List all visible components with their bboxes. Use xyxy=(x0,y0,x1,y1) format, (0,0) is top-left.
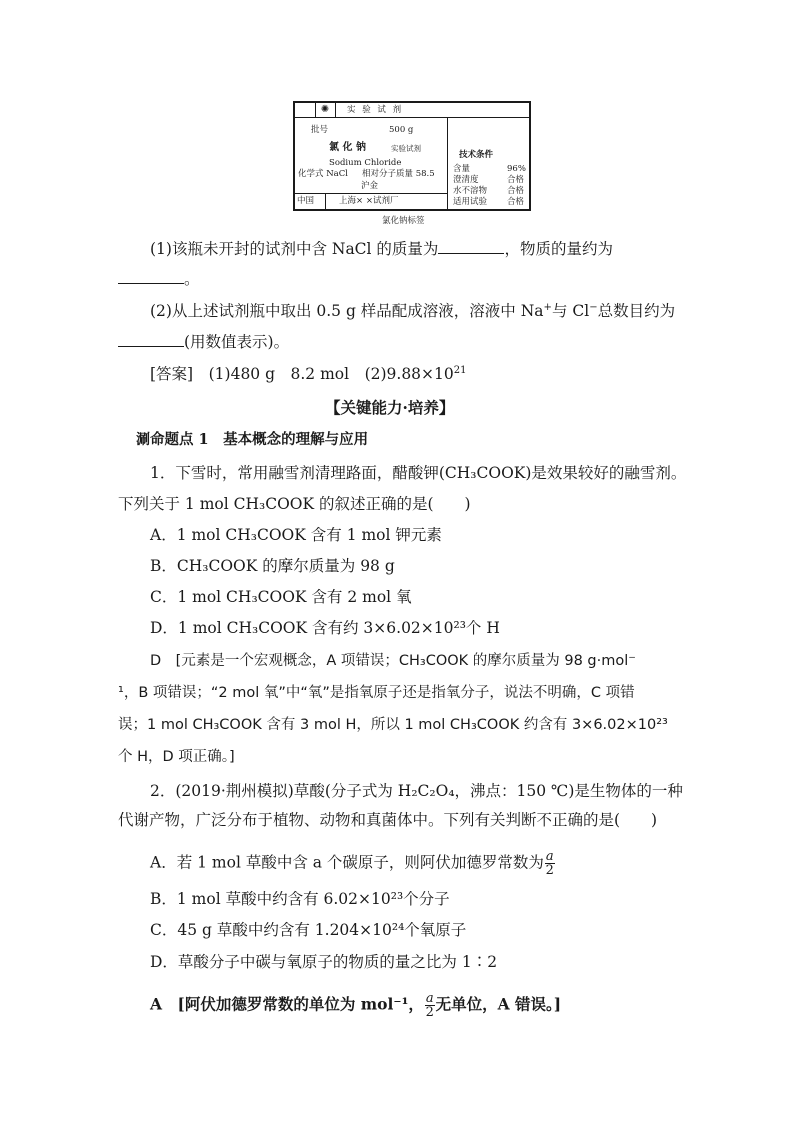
label-header: 实 验 试 剂 xyxy=(347,105,404,115)
answer-label: [答案] xyxy=(150,365,194,383)
q1-blank-amount[interactable] xyxy=(118,268,184,284)
p2-solution-b: 无单位，A 错误。] xyxy=(435,994,562,1014)
tech-row-key: 适用试验 xyxy=(453,197,488,207)
q2-end: (用数值表示)。 xyxy=(184,333,290,351)
p2-option-c: C．45 g 草酸中约含有 1.204×10²⁴个氧原子 xyxy=(150,921,467,939)
label-mw: 相对分子质量 58.5 xyxy=(362,169,435,179)
p1-stem-1: 1．下雪时，常用融雪剂清理路面，醋酸钾(CH₃COOK)是效果较好的融雪剂。 xyxy=(150,464,687,482)
q1-end: 。 xyxy=(184,270,200,288)
p1-solution-3: 误；1 mol CH₃COOK 含有 3 mol H，所以 1 mol CH₃COOK 约含有 3×6.02×10²³ xyxy=(118,717,668,733)
label-formula: 化学式 NaCl xyxy=(298,169,348,179)
topic-text: 命题点 1 基本概念的理解与应用 xyxy=(150,431,369,448)
label-name-cn: 氯 化 钠 xyxy=(329,142,366,153)
fraction-denominator: 2 xyxy=(545,863,554,878)
label-country: 中国 xyxy=(297,196,315,206)
p1-stem-2: 下列关于 1 mol CH₃COOK 的叙述正确的是( ) xyxy=(118,495,471,513)
tech-row-key: 含量 xyxy=(453,164,471,174)
fraction-denominator: 2 xyxy=(425,1005,434,1020)
q1-line-2 xyxy=(118,268,200,289)
q1-text-b: ，物质的量约为 xyxy=(504,240,613,258)
p2-stem-2: 代谢产物，广泛分布于植物、动物和真菌体中。下列有关判断不正确的是( ) xyxy=(118,811,658,829)
tech-row-value: 合格 xyxy=(507,175,525,185)
fraction-a-over-2-solution xyxy=(425,992,435,1019)
fraction-a-over-2 xyxy=(545,850,555,877)
label-corner-cell xyxy=(295,103,316,117)
p1-solution-2: ¹，B 项错误；“2 mol 氧”中“氧”是指氧原子还是指氧分子，说法不明确，C 项错 xyxy=(118,685,635,701)
q2-text-b: 与 Cl xyxy=(551,302,590,320)
reagent-label-image xyxy=(293,101,531,211)
tech-row-value: 合格 xyxy=(507,186,525,196)
answer-line xyxy=(150,364,467,384)
label-name-en: Sodium Chloride xyxy=(329,158,402,168)
tech-row-key: 水不溶物 xyxy=(453,186,488,196)
label-factory: 上海× ×试剂厂 xyxy=(339,196,399,206)
p2-solution xyxy=(150,992,561,1019)
p1-option-c: C．1 mol CH₃COOK 含有 2 mol 氧 xyxy=(150,588,412,606)
label-name-suffix: 实验试剂 xyxy=(391,144,421,153)
label-batch: 批号 xyxy=(311,125,329,135)
label-cell-divider xyxy=(325,193,326,209)
p2-option-a-text: A．若 1 mol 草酸中含 a 个碳原子，则阿伏加德罗常数为 xyxy=(150,853,544,872)
q2-line: (2)从上述试剂瓶中取出 0.5 g 样品配成溶液，溶液中 Na+与 Cl−总数目约为 xyxy=(150,301,676,320)
p2-solution-a: A [阿伏加德罗常数的单位为 mol⁻¹， xyxy=(150,994,424,1014)
p1-solution-4: 个 H，D 项正确。] xyxy=(118,749,235,765)
tech-row-value: 96% xyxy=(507,164,526,174)
q1-text-a: (1)该瓶未开封的试剂中含 NaCl 的质量为 xyxy=(150,240,439,258)
label-brand: 沪金 xyxy=(361,181,379,191)
label-mass: 500 g xyxy=(389,125,414,135)
fraction-numerator: a xyxy=(545,849,554,864)
section-title: 【关键能力·培养】 xyxy=(325,398,455,417)
p2-option-d: D．草酸分子中碳与氧原子的物质的量之比为 1∶2 xyxy=(150,953,498,971)
p1-solution-1: D [元素是一个宏观概念，A 项错误；CH₃COOK 的摩尔质量为 98 g·mol⁻ xyxy=(150,653,636,669)
q2-text-c: 总数目约为 xyxy=(597,302,676,320)
q2-text-a: (2)从上述试剂瓶中取出 0.5 g 样品配成溶液，溶液中 Na xyxy=(150,302,544,320)
p2-stem-1: 2．(2019·荆州模拟)草酸(分子式为 H₂C₂O₄，沸点：150 ℃)是生物体的一种 xyxy=(150,782,683,800)
fraction-numerator: a xyxy=(425,991,434,1006)
answer-text: (1)480 g 8.2 mol (2)9.88×10 xyxy=(208,365,454,383)
q2-line-2 xyxy=(118,331,289,352)
atom-logo-icon: ✺ xyxy=(315,103,336,117)
tech-row-key: 澄清度 xyxy=(453,175,479,185)
topic-marker-icon: 涮 xyxy=(136,432,150,448)
p2-option-a xyxy=(150,850,556,877)
answer-exponent: 21 xyxy=(453,364,467,376)
tech-row-value: 合格 xyxy=(507,197,525,207)
q1-line xyxy=(150,238,613,259)
label-caption: 氯化钠标签 xyxy=(382,216,425,226)
label-tech-title: 技术条件 xyxy=(459,150,494,160)
label-divider xyxy=(295,193,447,194)
p1-option-b: B．CH₃COOK 的摩尔质量为 98 g xyxy=(150,557,395,575)
label-vertical-divider xyxy=(447,117,448,211)
q2-blank[interactable] xyxy=(118,331,184,347)
p2-option-b: B．1 mol 草酸中约含有 6.02×10²³个分子 xyxy=(150,890,450,908)
topic-heading xyxy=(136,430,368,450)
p1-option-d: D．1 mol CH₃COOK 含有约 3×6.02×10²³个 H xyxy=(150,619,500,637)
q1-blank-mass[interactable] xyxy=(438,238,504,254)
p1-option-a: A．1 mol CH₃COOK 含有 1 mol 钾元素 xyxy=(150,526,442,544)
